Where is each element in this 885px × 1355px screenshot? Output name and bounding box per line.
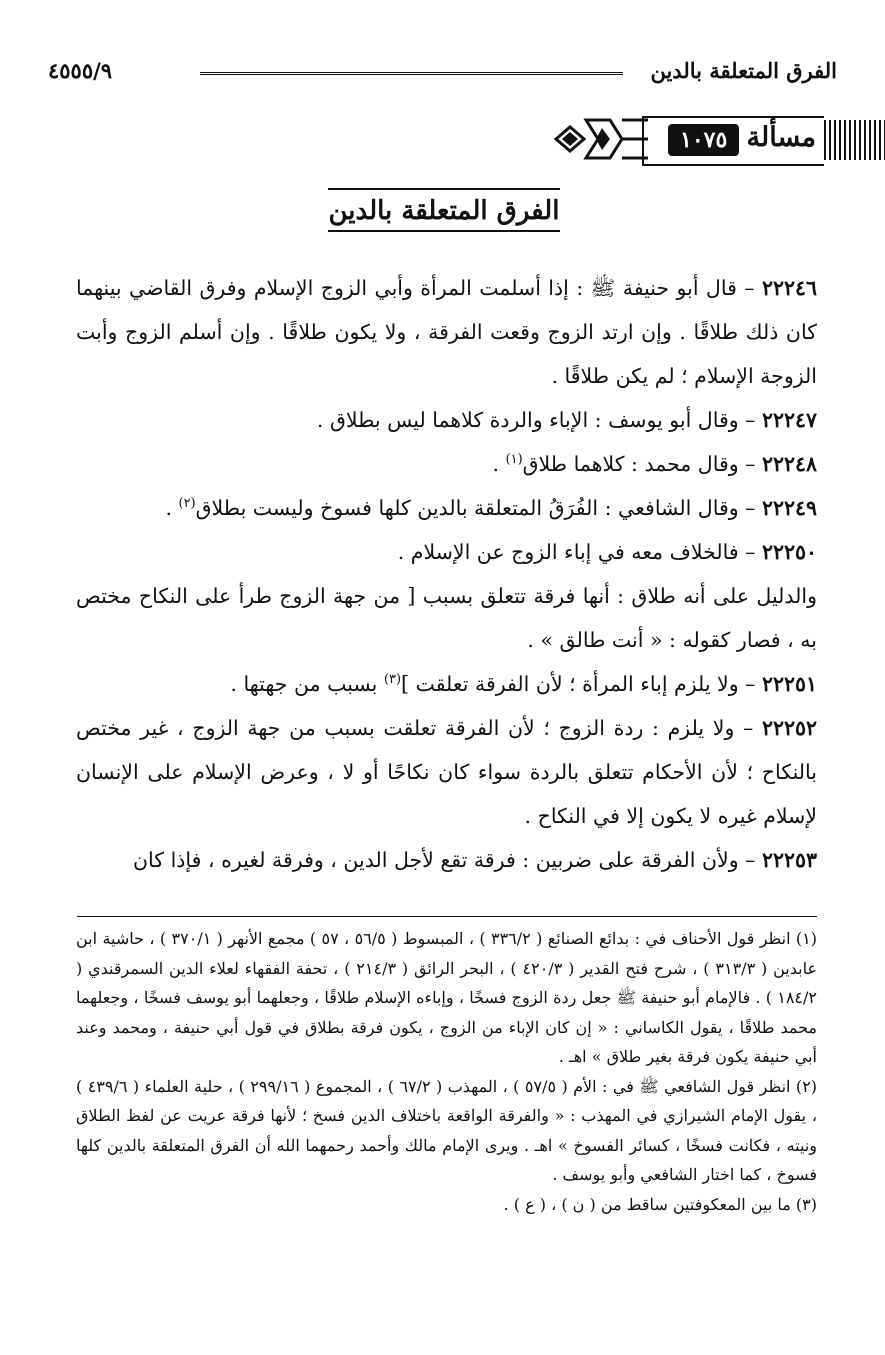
paragraph-text: – ولأن الفرقة على ضربين : فرقة تقع لأجل الدين ، وفرقة لغيره ، فإذا كان	[133, 848, 762, 872]
paragraph	[76, 574, 817, 662]
masala-number-badge: ١٠٧٥	[668, 124, 739, 156]
issue-number: ٢٢٢٤٩	[761, 496, 817, 520]
paragraph	[76, 486, 817, 530]
issue-number: ٢٢٢٥١	[761, 672, 817, 696]
footnote-marker: (٢)	[178, 496, 196, 512]
issue-number: ٢٢٢٤٧	[761, 408, 817, 432]
masala-banner	[552, 112, 885, 166]
paragraph-text: – وقال محمد : كلاهما طلاق	[522, 452, 762, 476]
masala-label-box	[642, 116, 824, 166]
paragraph-text: – وقال الشافعي : الفُرَقُ المتعلقة بالدين كلها فسوخ وليست بطلاق	[195, 496, 762, 520]
paragraph	[76, 530, 817, 574]
paragraph-text: – ولا يلزم : ردة الزوج ؛ لأن الفرقة تعلقت بسبب من جهة الزوج ، غير مختص بالنكاح ؛ لأن الأحكام تتعلق بالردة سواء كان نكاحًا أو لا ، وعرض الإسلام على الإنسان لإسلام غيره لا يكون إلا في النكاح .	[76, 716, 817, 828]
paragraph	[76, 838, 817, 882]
paragraph	[76, 266, 817, 398]
title-rule-top	[328, 188, 560, 190]
issue-number: ٢٢٢٥٢	[761, 716, 817, 740]
section-title	[328, 188, 560, 252]
footnote: (١) انظر قول الأحناف في : بدائع الصنائع ( ٣٣٦/٢ ) ، المبسوط ( ٥٦/٥ ، ٥٧ ) مجمع الأنهر ( ٣٧٠/١ ) ، حاشية ابن عابدين ( ٣١٣/٣ ) ، شرح فتح القدير ( ٤٢٠/٣ ) ، البحر الرائق ( ٢١٤/٣ ) ، تحفة الفقهاء لعلاء الدين السمرقندي ( ١٨٤/٢ ) . فالإمام أبو حنيفة ﷺ جعل ردة الزوج فسخًا ، وإباءه الإسلام طلاقًا ، وجعلهما أبو يوسف فسخًا ، وجعلهما محمد طلاقًا ، يقول الكاساني : « إن كان الإباء من الزوج ، يكون فرقة بطلاق في قول أبي حنيفة ، ومحمد وعند أبي حنيفة يكون فرقة بغير طلاق » اهـ .	[76, 929, 818, 1066]
hatch-ornament	[824, 120, 885, 160]
issue-number: ٢٢٢٤٨	[761, 452, 817, 476]
footnote-marker: (٣)	[383, 672, 402, 688]
footnotes	[76, 924, 817, 1219]
paragraph	[76, 398, 817, 442]
issue-number: ٢٢٢٥٠	[761, 540, 817, 564]
main-text	[76, 266, 817, 882]
paragraph	[76, 706, 817, 838]
footnote-separator	[77, 916, 817, 917]
masala-label: مسألة	[746, 122, 816, 153]
paragraph-text-end: بسبب من جهتها .	[230, 672, 384, 696]
decorative-ornament-icon	[552, 112, 648, 166]
footnote: (٢) انظر قول الشافعي ﷺ في : الأم ( ٥٧/٥ ) ، المهذب ( ٦٧/٢ ) ، المجموع ( ٢٩٩/١٦ ) ، حلية العلماء ( ٤٣٩/٦ ) ، يقول الإمام الشيرازي في المهذب : « والفرقة الواقعة باختلاف الدين فسخ ؛ لأنها فرقة عريت عن لفظ الطلاق ونيته ، فكانت فسخًا ، كسائر الفسوخ » اهـ . ويرى الإمام مالك وأحمد رحمهما الله أن الفرق المتعلقة بالدين كلها فسوخ ، كما اختار الشافعي وأبو يوسف .	[76, 1076, 818, 1184]
footnote-marker: (١)	[505, 452, 523, 468]
issue-number: ٢٢٢٤٦	[761, 276, 817, 300]
issue-number: ٢٢٢٥٣	[761, 848, 817, 872]
paragraph	[76, 442, 817, 486]
footnote: (٣) ما بين المعكوفتين ساقط من ( ن ) ، ( ع ) .	[503, 1194, 817, 1214]
paragraph	[76, 662, 817, 706]
paragraph-text: والدليل على أنه طلاق : أنها فرقة تتعلق بسبب [ من جهة الزوج طرأ على النكاح مختص به ، فصار كقوله : « أنت طالق » .	[76, 584, 817, 652]
running-title: الفرق المتعلقة بالدين	[650, 58, 837, 83]
paragraph-text: – وقال أبو يوسف : الإباء والردة كلاهما ليس بطلاق .	[316, 408, 762, 432]
running-header	[48, 52, 837, 92]
title-rule-bottom	[328, 230, 560, 232]
paragraph-text-end: .	[165, 496, 179, 520]
paragraph-text: – قال أبو حنيفة ﷺ : إذا أسلمت المرأة وأبي الزوج الإسلام وفرق القاضي بينهما كان ذلك طلاقًا . وإن ارتد الزوج وقعت الفرقة ، ولا يكون طلاقًا . وإن أسلم الزوج وأبت الزوجة الإسلام ؛ لم يكن طلاقًا .	[76, 276, 817, 388]
paragraph-text-end: .	[492, 452, 506, 476]
volume-page-reference: ٤٥٥٥/٩	[48, 58, 113, 83]
paragraph-text: – ولا يلزم إباء المرأة ؛ لأن الفرقة تعلقت ]	[401, 672, 762, 696]
header-rule	[200, 72, 623, 78]
paragraph-text: – فالخلاف معه في إباء الزوج عن الإسلام .	[397, 540, 762, 564]
section-title-text: الفرق المتعلقة بالدين	[328, 196, 560, 226]
